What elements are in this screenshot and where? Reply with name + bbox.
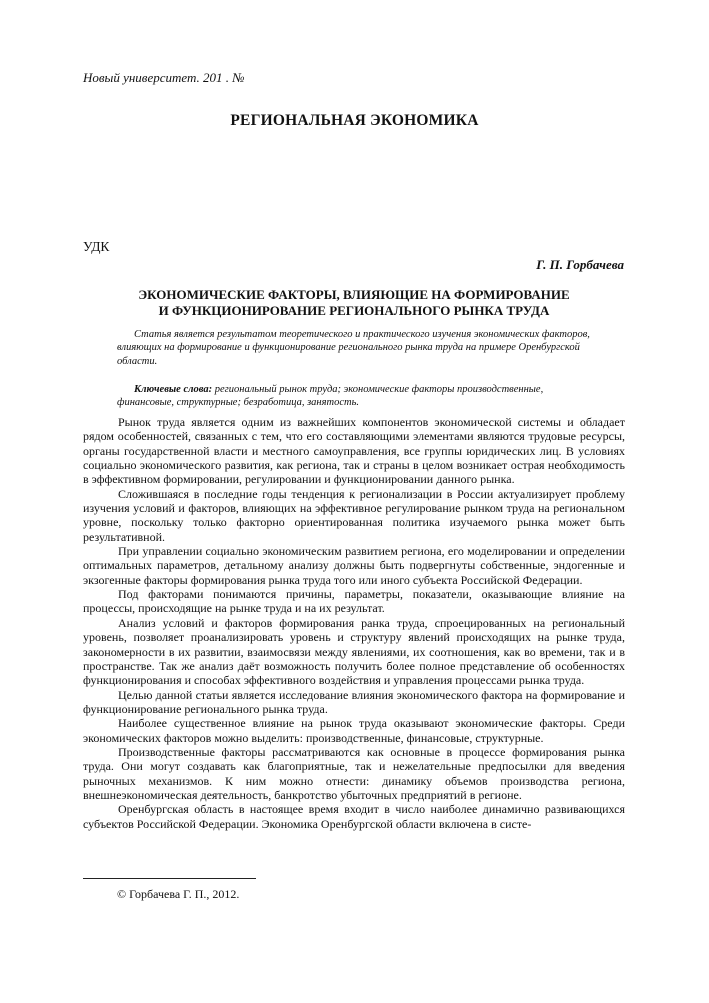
paragraph-text: Под факторами понимаются причины, параметры, показатели, оказывающие влияние на процессы, происходящие на рынке труда и на их результат. xyxy=(83,587,625,616)
paragraph-text: Оренбургская область в настоящее время входит в число наиболее динамично развивающихся субъектов Российской Федерации. Экономика Оренбургской области включена в систе- xyxy=(83,802,625,831)
keywords xyxy=(117,383,595,410)
keywords-text: региональный рынок труда; экономические факторы производственные, финансовые, структурные; безработица, занятость. xyxy=(117,384,544,409)
paragraph-text: При управлении социально экономическим развитием региона, его моделировании и определении оптимальных параметров, детальному анализу должны быть подвергнуты собственные, эндогенные и экзогенные факторы формирования рынка труда того или иного субъекта Российской Федерации. xyxy=(83,544,625,587)
paragraph-text: Производственные факторы рассматриваются как основные в процессе формирования рынка труда. Они могут создавать как благоприятные, так и нежелательные предпосылки для введения рыночных механизмов. К ним можно отнести: динамику объемов производства региона, внешнеэкономическая деятельность, банкротство убыточных предприятий в регионе. xyxy=(83,744,625,802)
paragraph xyxy=(83,802,625,831)
paragraph-text: Целью данной статьи является исследование влияния экономического фактора на формирование и функционирование регионального рынка труда. xyxy=(83,687,625,716)
keywords-label: Ключевые слова: xyxy=(134,384,213,395)
paragraph xyxy=(83,487,625,544)
paragraph-text: Сложившаяся в последние годы тенденция к регионализации в России актуализирует проблему изучения условий и факторов, влияющих на эффективное регулирование рынком труда на региональном уровне, поскольку только факторно ориентированная политика изучаемого рынка может быть результативной. xyxy=(83,486,625,544)
paragraph-text: Наиболее существенное влияние на рынок труда оказывают экономические факторы. Среди экономических факторов можно выделить: производственные, финансовые, структурные. xyxy=(83,716,625,745)
footnote-divider xyxy=(83,878,256,879)
section-title: РЕГИОНАЛЬНАЯ ЭКОНОМИКА xyxy=(230,112,479,129)
paragraph-text: Рынок труда является одним из важнейших компонентов экономической системы и обладает рядом особенностей, связанных с тем, что его составляющими элементами являются трудовые ресурсы, органы государственной власти и местного самоуправления, все группы юридических лиц. В условиях социально экономического развития, как региона, так и страны в целом возникает острая необходимость в эффективном формировании, регулировании и функционировании данного рынка. xyxy=(83,415,625,487)
udk-label: УДК xyxy=(83,239,110,254)
paragraph xyxy=(83,616,625,688)
article-title xyxy=(83,287,625,319)
paragraph xyxy=(83,716,625,745)
abstract xyxy=(117,328,595,368)
paragraph-text: Анализ условий и факторов формирования ранка труда, спроецированных на региональный уровень, позволяет проанализировать уровень и структуру явлений происходящих на рынке труда, закономерности в их развитии, взаимосвязи между явлениями, их соотношения, как во времени, так и в пространстве. Так же анализ даёт возможность получить более полное представление об особенностях функционирования и способах эффективного воздействия и управления процессами рынка труда. xyxy=(83,615,625,688)
copyright-footnote: © Горбачева Г. П., 2012. xyxy=(117,887,240,901)
paragraph xyxy=(83,745,625,802)
paragraph xyxy=(83,415,625,487)
paragraph xyxy=(83,544,625,587)
paragraph xyxy=(83,587,625,616)
journal-header: Новый университет. 201 . № xyxy=(83,70,245,85)
abstract-text: Статья является результатом теоретического и практического изучения экономических факторов, влияющих на формирование и функционирование регионального рынка труда на примере Оренбургской области. xyxy=(117,329,590,367)
title-line-1: ЭКОНОМИЧЕСКИЕ ФАКТОРЫ, ВЛИЯЮЩИЕ НА ФОРМИРОВАНИЕ xyxy=(138,287,570,302)
article-body xyxy=(83,415,625,831)
title-line-2: И ФУНКЦИОНИРОВАНИЕ РЕГИОНАЛЬНОГО РЫНКА ТРУДА xyxy=(158,303,550,318)
paragraph xyxy=(83,688,625,717)
author-name: Г. П. Горбачева xyxy=(536,257,624,272)
